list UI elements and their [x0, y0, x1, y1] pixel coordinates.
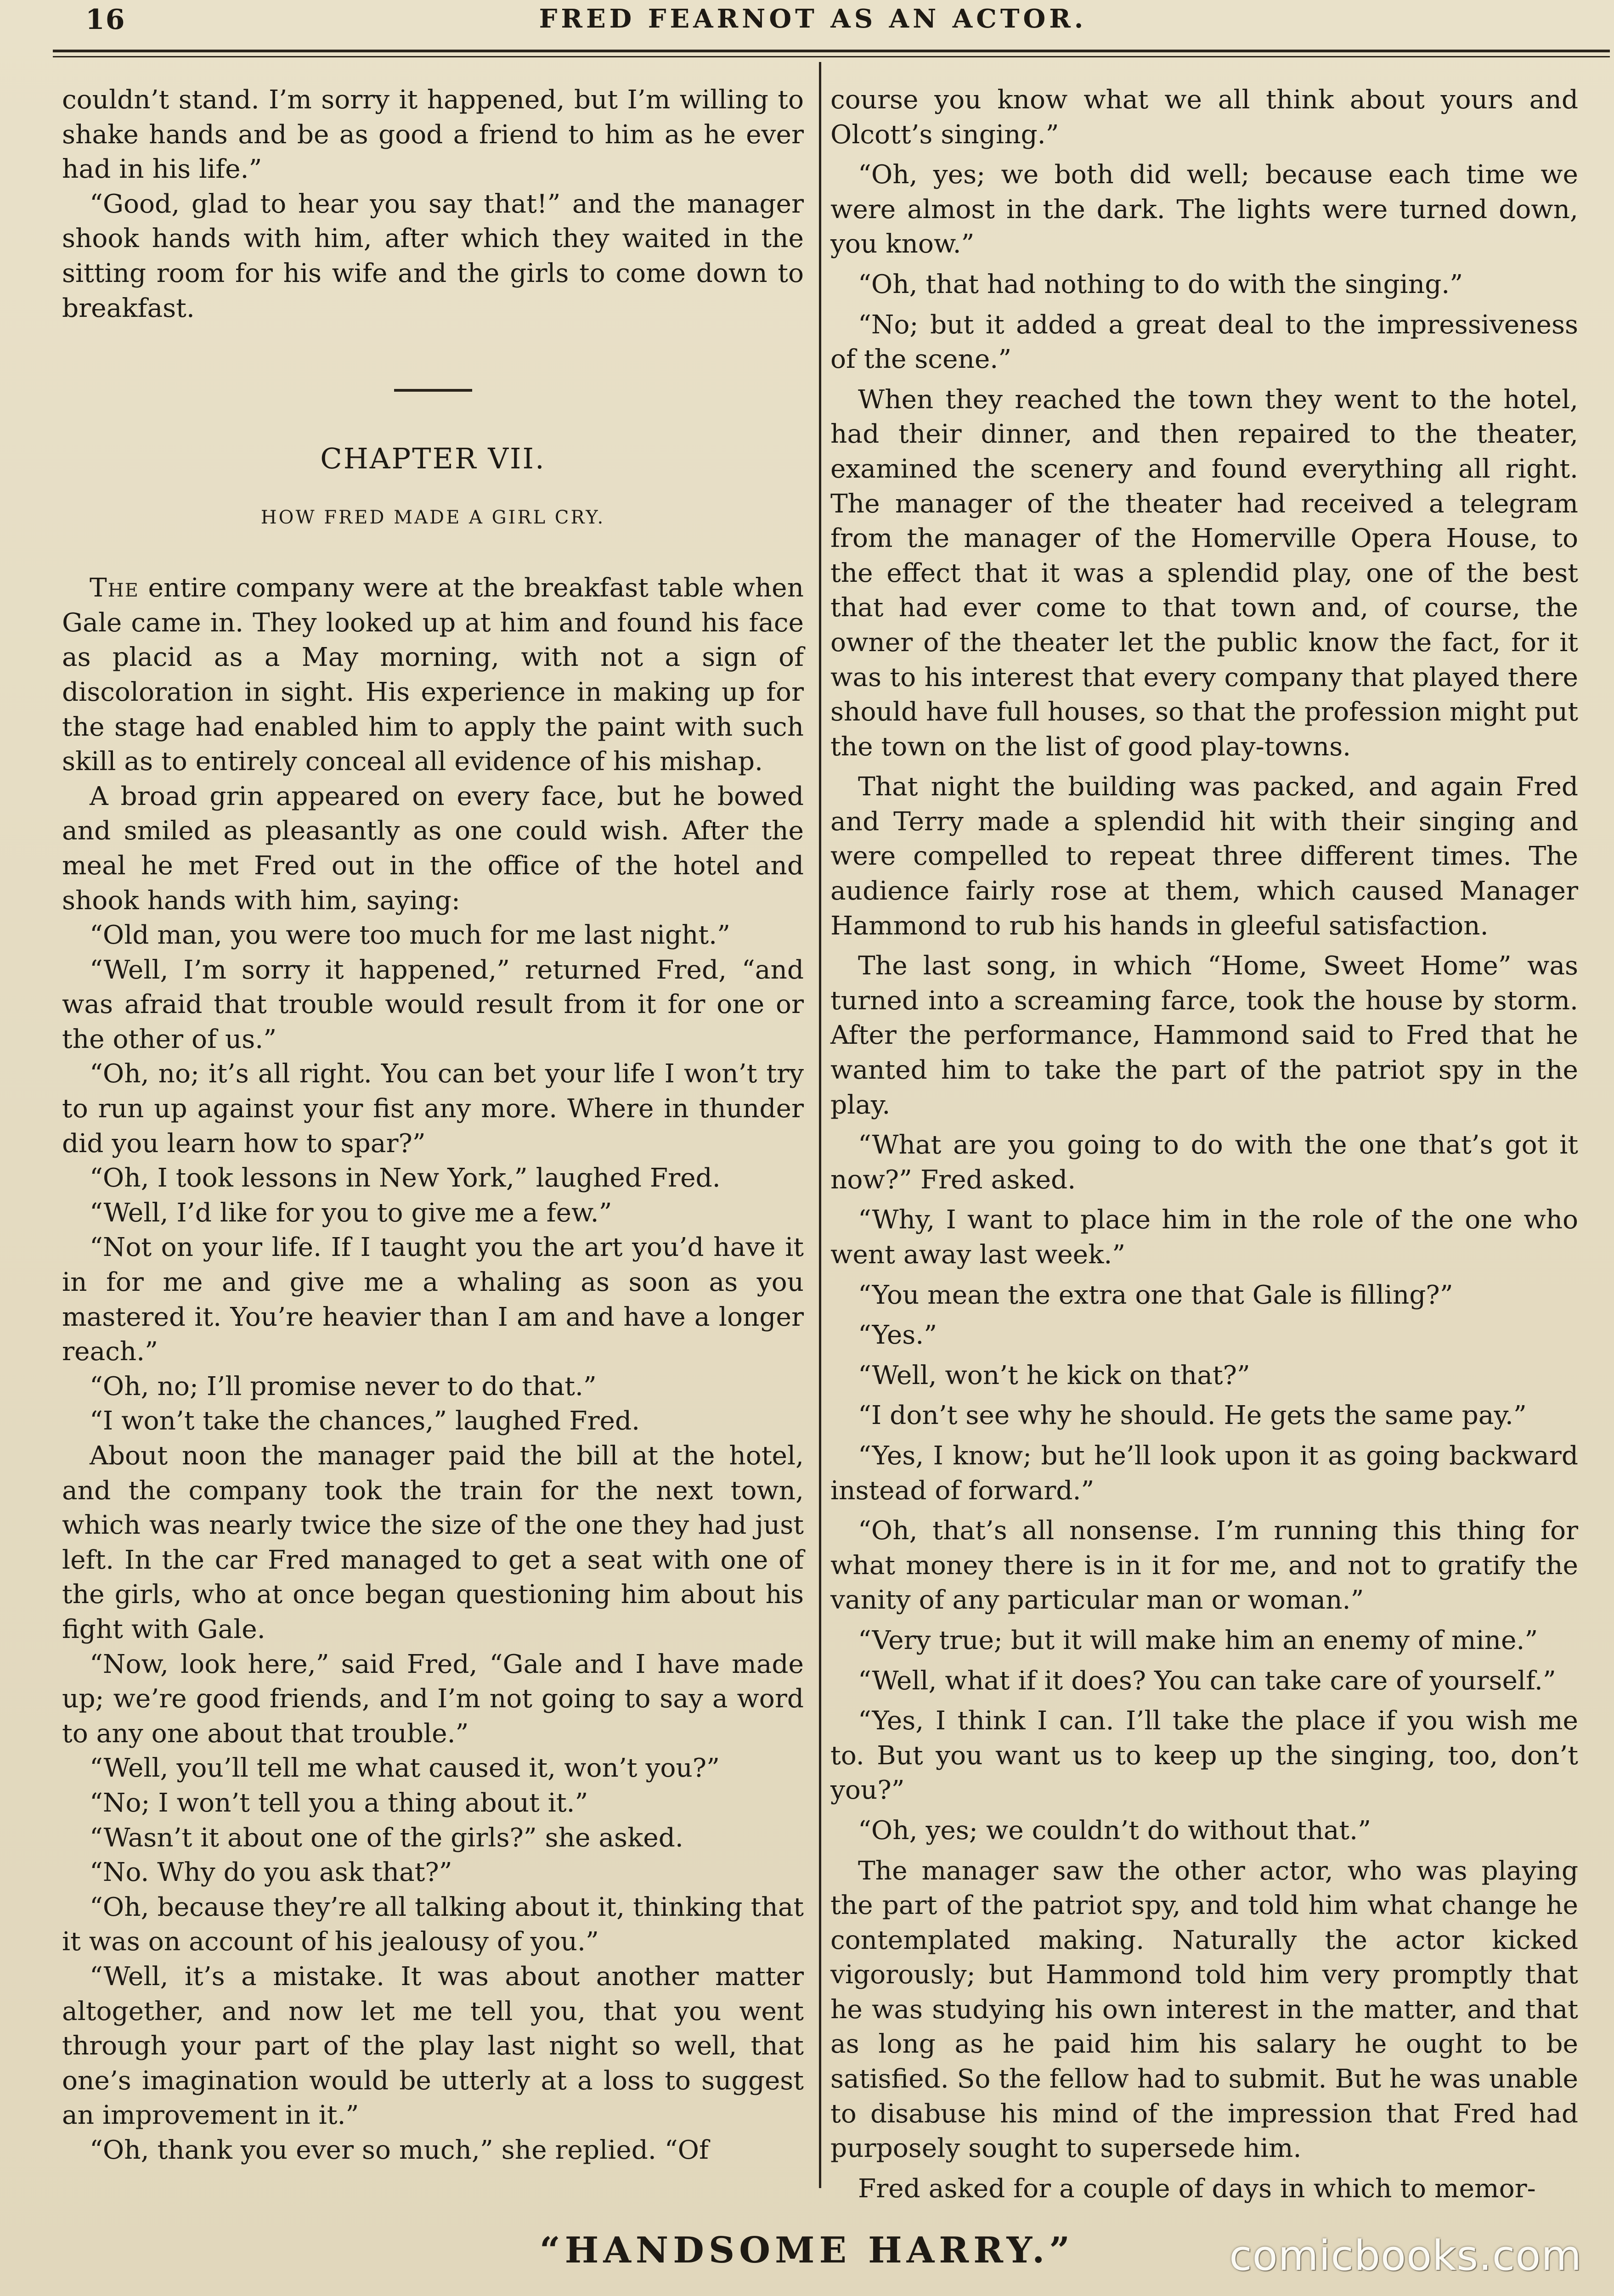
paragraph: “No. Why do you ask that?”: [90, 1857, 452, 1888]
paragraph-text: entire company were at the breakfast table when Gale came in. They looked up at him and found his face as placid as a May morning, with not a sign of discoloration in sight. His experience in making up for the stage had enabled him to apply the paint with such skill as to entirely conceal all evidence of his mishap.: [62, 573, 804, 777]
site-watermark: comicbooks.com: [1229, 2232, 1582, 2280]
paragraph: “Oh, that’s all nonsense. I’m running this thing for what money there is in it for me, and not to gratify the vanity of any particular man or woman.”: [830, 1516, 1578, 1615]
paragraph: About noon the manager paid the bill at the hotel, and the company took the train for the next town, which was nearly twice the size of the one they had just left. In the car Fred managed to get a seat with one of the girls, who at once began questioning him about his fight with Gale.: [62, 1441, 804, 1644]
paragraph: A broad grin appeared on every face, but he bowed and smiled as pleasantly as one could wish. After the meal he met Fred out in the office of the hotel and shook hands with him, saying:: [62, 781, 804, 916]
paragraph: “What are you going to do with the one that’s got it now?” Fred asked.: [830, 1130, 1578, 1195]
paragraph: couldn’t stand. I’m sorry it happened, but I’m willing to shake hands and be as good a friend to him as he ever had in his life.”: [62, 85, 804, 185]
paragraph: “I won’t take the chances,” laughed Fred.: [90, 1406, 640, 1436]
paragraph: “Oh, no; it’s all right. You can bet your life I won’t try to run up against your fist any more. Where in thunder did you learn how to spar?”: [62, 1059, 804, 1159]
paragraph: “Well, I’d like for you to give me a few.”: [90, 1198, 612, 1228]
paragraph: “I don’t see why he should. He gets the same pay.”: [858, 1401, 1527, 1431]
paragraph: Fred asked for a couple of days in which to memor-: [858, 2173, 1536, 2204]
paragraph: “Good, glad to hear you say that!” and the manager shook hands with him, after which they waited in the sitting room for his wife and the girls to come down to breakfast.: [62, 189, 804, 323]
paragraph: “Yes, I think I can. I’ll take the place if you wish me to. But you want us to keep up the singing, too, don’t you?”: [830, 1706, 1578, 1806]
chapter-subtitle: HOW FRED MADE A GIRL CRY.: [260, 507, 605, 529]
paragraph: “Yes.”: [858, 1320, 937, 1351]
header-rule-bottom: [53, 56, 1610, 57]
paragraph: “No; but it added a great deal to the impressiveness of the scene.”: [830, 310, 1578, 375]
paragraph: “No; I won’t tell you a thing about it.”: [90, 1788, 588, 1818]
paragraph: “Oh, thank you ever so much,” she replied. “Of: [90, 2135, 709, 2165]
column-divider: [819, 62, 821, 2188]
paragraph: The last song, in which “Home, Sweet Home” was turned into a screaming farce, took the house by storm. After the performance, Hammond said to Fred that he wanted him to take the part of the patriot spy in the play.: [830, 951, 1578, 1120]
paragraph: When they reached the town they went to the hotel, had their dinner, and then repaired to the theater, examined the scenery and found everything all right. The manager of the theater had received a telegram from the manager of the Homerville Opera House, to the effect that it was a splendid play, one of the best that had ever come to that town and, of course, the owner of the theater let the public know the fact, for it was to his interest that every company that played there should have full houses, so that the profession might put the town on the list of good play-towns.: [830, 384, 1578, 762]
paragraph: “Well, won’t he kick on that?”: [858, 1360, 1250, 1390]
paragraph: “Very true; but it will make him an enemy of mine.”: [858, 1625, 1538, 1655]
paragraph: “Oh, yes; we couldn’t do without that.”: [858, 1815, 1371, 1846]
footer-advert-title: “HANDSOME HARRY.”: [539, 2229, 1075, 2271]
paragraph: “Oh, yes; we both did well; because each time we were almost in the dark. The lights were turned down, you know.”: [830, 160, 1578, 259]
paragraph: “Well, you’ll tell me what caused it, won’t you?”: [90, 1753, 720, 1784]
chapter-title: CHAPTER VII.: [320, 442, 546, 476]
paragraph: “Yes, I know; but he’ll look upon it as going backward instead of forward.”: [830, 1441, 1578, 1506]
paragraph: [62, 571, 804, 779]
paragraph: “Oh, because they’re all talking about it, thinking that it was on account of his jealousy of you.”: [62, 1892, 804, 1957]
paragraph: “Old man, you were too much for me last night.”: [90, 920, 730, 951]
paragraph: The manager saw the other actor, who was playing the part of the patriot spy, and told him what change he contemplated making. Naturally the actor kicked vigorously; but Hammond told him very promptly that he was studying his own interest in the matter, and that as long as he paid him his salary he ought to be satisfied. So the fellow had to submit. But he was unable to disabuse his mind of the impression that Fred had purposely sought to supersede him.: [830, 1856, 1578, 2164]
running-title: FRED FEARNOT AS AN ACTOR.: [539, 4, 1087, 34]
section-break-rule: [394, 389, 472, 392]
drop-word: The: [90, 573, 139, 603]
paragraph: “You mean the extra one that Gale is filling?”: [858, 1280, 1453, 1310]
paragraph: “Wasn’t it about one of the girls?” she asked.: [90, 1823, 683, 1853]
paragraph: “Not on your life. If I taught you the art you’d have it in for me and give me a whaling as soon as you mastered it. You’re heavier than I am and have a longer reach.”: [62, 1232, 804, 1367]
paragraph: “Oh, no; I’ll promise never to do that.”: [90, 1371, 597, 1401]
page-header: [51, 0, 1575, 48]
paragraph: That night the building was packed, and again Fred and Terry made a splendid hit with their singing and were compelled to repeat three different times. The audience fairly rose at them, which caused Manager Hammond to rub his hands in gleeful satisfaction.: [830, 772, 1578, 941]
paragraph: course you know what we all think about yours and Olcott’s singing.”: [830, 85, 1578, 150]
paragraph: “Oh, that had nothing to do with the singing.”: [858, 269, 1463, 299]
page-number: 16: [85, 4, 126, 36]
paragraph: “Well, it’s a mistake. It was about another matter altogether, and now let me tell you, that you went through your part of the play last night so well, that one’s imagination would be utterly at a loss to suggest an improvement in it.”: [62, 1961, 804, 2131]
paragraph: “Well, I’m sorry it happened,” returned Fred, “and was afraid that trouble would result from it for one or the other of us.”: [62, 955, 804, 1054]
paragraph: “Well, what if it does? You can take care of yourself.”: [858, 1666, 1556, 1696]
paragraph: “Now, look here,” said Fred, “Gale and I have made up; we’re good friends, and I’m not going to say a word to any one about that trouble.”: [62, 1649, 804, 1749]
right-column: [830, 83, 1578, 2206]
paragraph: “Why, I want to place him in the role of the one who went away last week.”: [830, 1205, 1578, 1270]
left-column: [62, 83, 804, 2167]
header-rule-top: [53, 50, 1610, 52]
paragraph: “Oh, I took lessons in New York,” laughed Fred.: [90, 1163, 721, 1193]
